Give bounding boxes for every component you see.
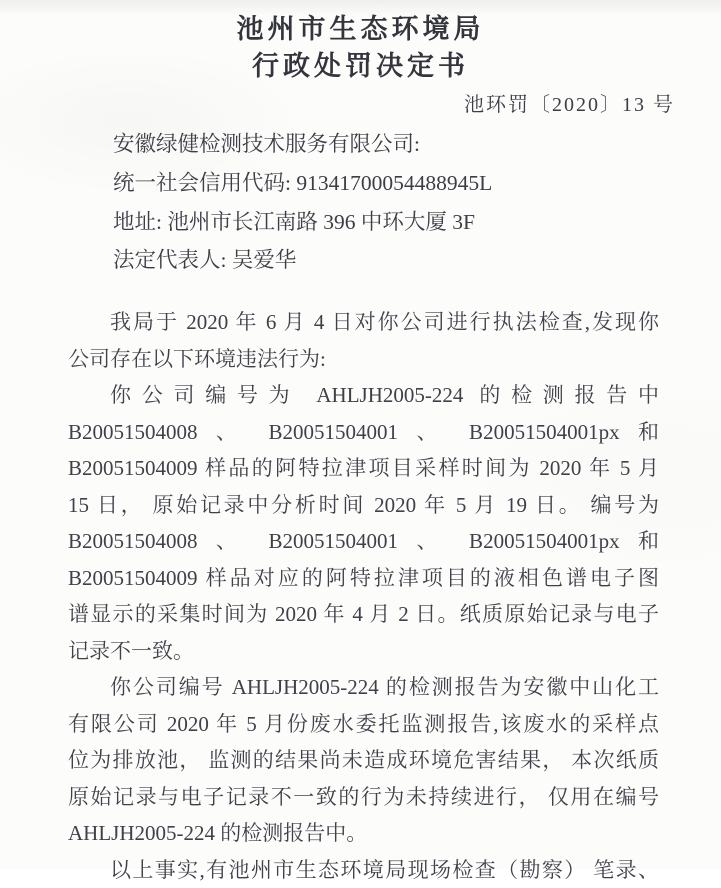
- body-line: 你公司编号 AHLJH2005-224 的检测报告为安徽中山化工: [110, 675, 659, 700]
- issuing-authority-title: 池州市生态环境局: [236, 14, 485, 44]
- recipient-address: 地址: 池州市长江南路 396 中环大厦 3F: [113, 209, 475, 234]
- body-line: 15 日， 原始记录中分析时间 2020 年 5 月 19 日。 编号为: [68, 492, 659, 517]
- body-line: 记录不一致。: [68, 638, 194, 663]
- body-line: 原始记录与电子记录不一致的行为未持续进行， 仅用在编号: [68, 784, 659, 809]
- body-line: 以上事实,有池州市生态环境局现场检查（勘察） 笔录、: [110, 857, 659, 882]
- body-line: 你公司编号为 AHLJH2005-224 的检测报告中: [110, 383, 659, 408]
- document-type-title: 行政处罚决定书: [252, 51, 469, 81]
- body-line: B20051504008 、 B20051504001 、 B20051504001px 和: [68, 419, 659, 444]
- body-line: 位为排放池， 监测的结果尚未造成环境危害结果， 本次纸质: [68, 748, 659, 773]
- document-title-block: [0, 0, 721, 85]
- recipient-company-name: 安徽绿健检测技术服务有限公司:: [113, 132, 420, 156]
- body-line: AHLJH2005-224 的检测报告中。: [68, 821, 368, 846]
- document-number: 池环罚〔2020〕13 号: [464, 94, 675, 116]
- body-line: 谱显示的采集时间为 2020 年 4 月 2 日。纸质原始记录与电子: [68, 602, 659, 627]
- body-line: B20051504008 、 B20051504001 、 B20051504001px 和: [68, 529, 659, 554]
- body-line: 公司存在以下环境违法行为:: [68, 346, 326, 371]
- recipient-credit-code: 统一社会信用代码: 91341700054488945L: [113, 170, 493, 195]
- body-line: 有限公司 2020 年 5 月份废水委托监测报告,该废水的采样点: [68, 711, 659, 736]
- document-body: [68, 304, 659, 888]
- recipient-legal-representative: 法定代表人: 吴爱华: [113, 248, 297, 273]
- body-line: B20051504009 样品的阿特拉津项目采样时间为 2020 年 5 月: [68, 456, 659, 481]
- recipient-block: [68, 125, 659, 280]
- body-line: B20051504009 样品对应的阿特拉津项目的液相色谱电子图: [68, 565, 659, 590]
- body-line: 我局于 2020 年 6 月 4 日对你公司进行执法检查,发现你: [110, 310, 659, 335]
